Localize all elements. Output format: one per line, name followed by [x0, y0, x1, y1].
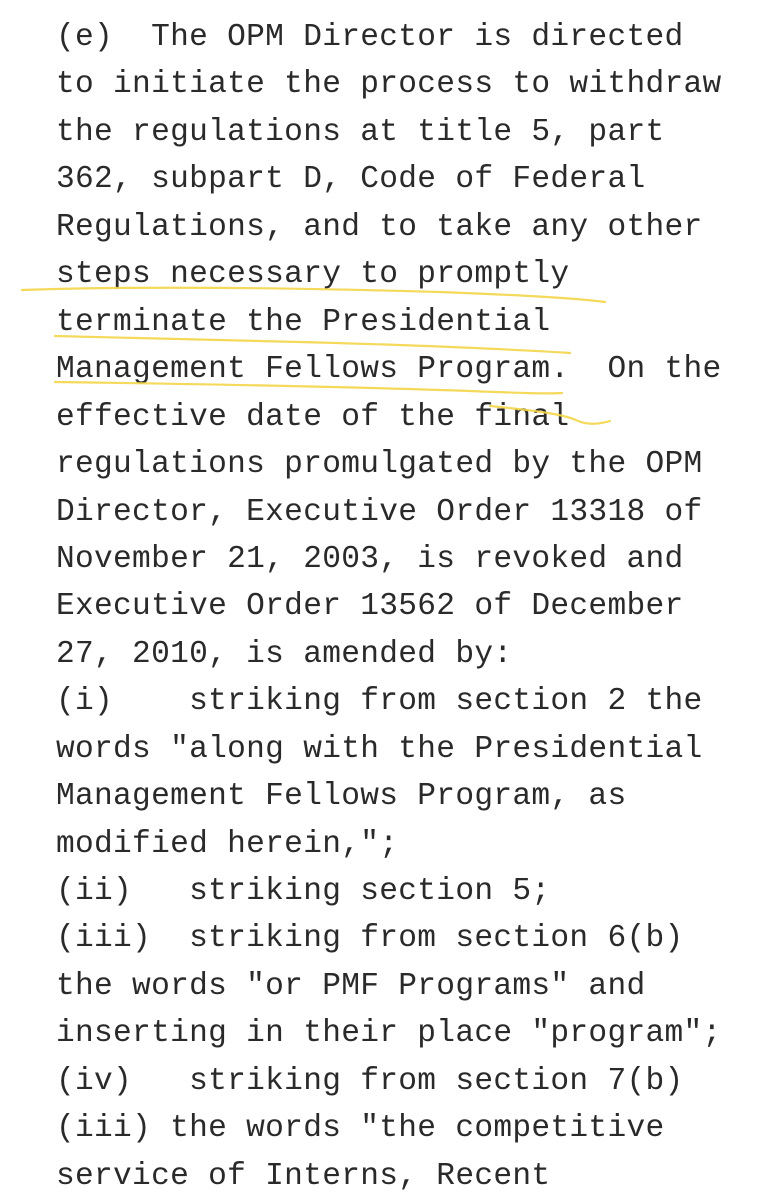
text-line: Regulations, and to take any other — [56, 210, 703, 245]
text-line: (iii) striking from section 6(b) — [56, 921, 684, 956]
text-line: (iii) the words "the competitive — [56, 1111, 665, 1146]
text-line: November 21, 2003, is revoked and — [56, 542, 684, 577]
text-line: modified herein,"; — [56, 827, 399, 862]
text-line: (iv) striking from section 7(b) — [56, 1064, 684, 1099]
text-line: the regulations at title 5, part — [56, 115, 665, 150]
text-line: Director, Executive Order 13318 of — [56, 495, 703, 530]
text-line: effective date of the final — [56, 400, 570, 435]
text-line: the words "or PMF Programs" and — [56, 969, 646, 1004]
text-line: Management Fellows Program. On the — [56, 352, 722, 387]
text-line: terminate the Presidential — [56, 305, 551, 340]
text-line: (e) The OPM Director is directed — [56, 20, 684, 55]
text-line: Management Fellows Program, as — [56, 779, 627, 814]
text-line: to initiate the process to withdraw — [56, 67, 722, 102]
text-line: (ii) striking section 5; — [56, 874, 551, 909]
text-line: words "along with the Presidential — [56, 732, 703, 767]
text-line: (i) striking from section 2 the — [56, 684, 703, 719]
text-line: Executive Order 13562 of December — [56, 589, 684, 624]
text-line: regulations promulgated by the OPM — [56, 447, 703, 482]
text-line: inserting in their place "program"; — [56, 1016, 722, 1051]
text-line: steps necessary to promptly — [56, 257, 570, 292]
text-line: 27, 2010, is amended by: — [56, 637, 513, 672]
text-line: 362, subpart D, Code of Federal — [56, 162, 646, 197]
text-line: service of Interns, Recent — [56, 1159, 551, 1194]
